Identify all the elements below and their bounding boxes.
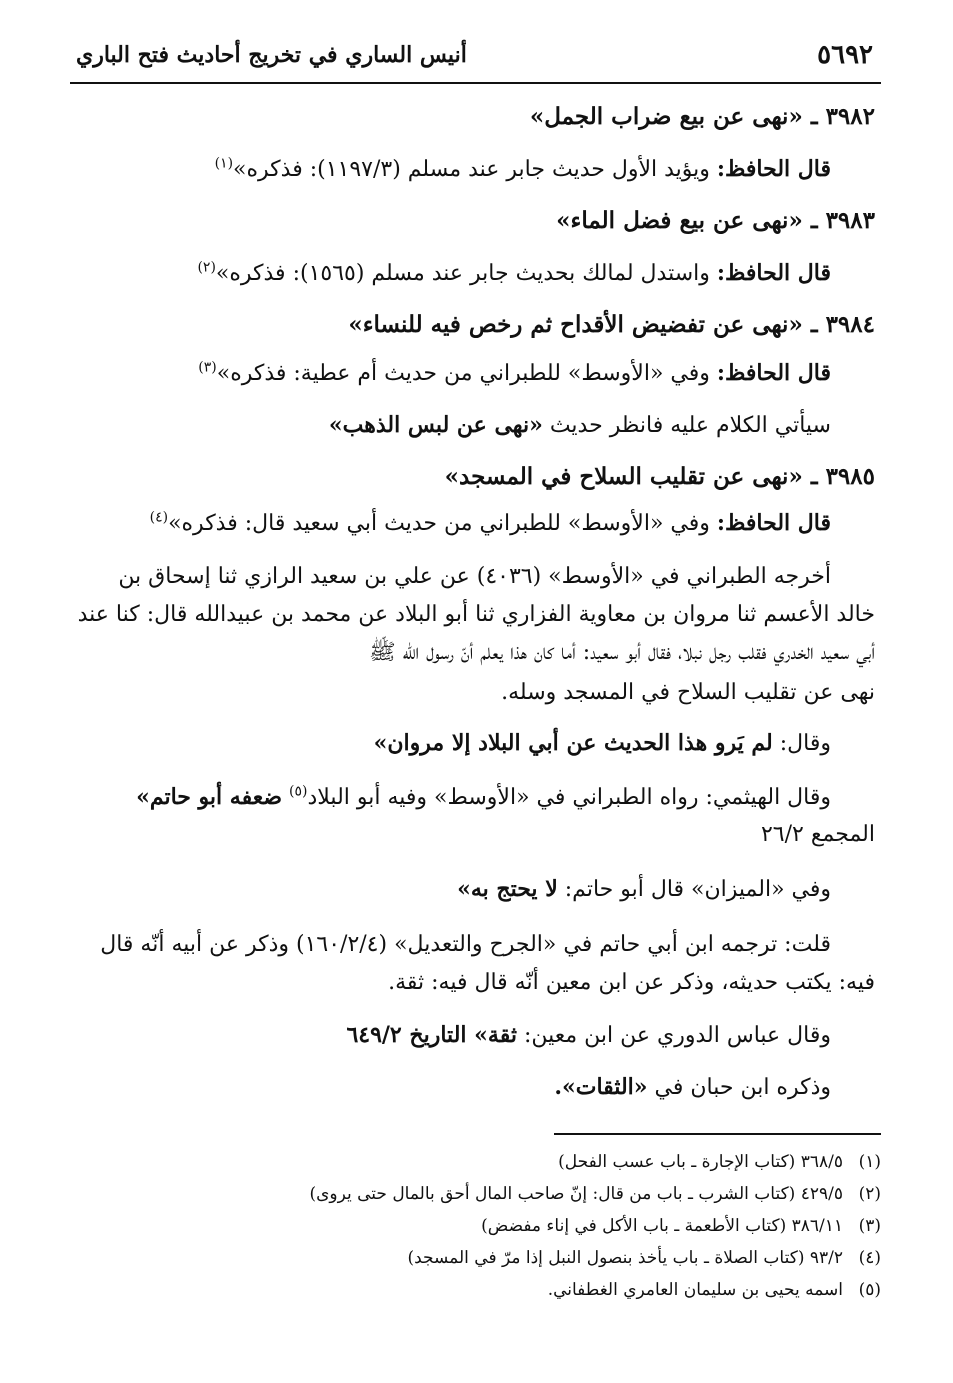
hafiz-label: قال الحافظ: — [716, 156, 831, 182]
book-title: أنيس الساري في تخريج أحاديث فتح الباري — [76, 42, 467, 68]
paragraph-7-lead: وذكره ابن حبان في — [654, 1075, 831, 1100]
note-text: سيأتي الكلام عليه فانظر حديث — [549, 413, 831, 438]
hadith-3984-heading — [78, 310, 875, 340]
paragraph-6 — [78, 1020, 831, 1051]
paragraph-2-quote: لم يَرو هذا الحديث عن أبي البلاد إلا مروان» — [373, 730, 773, 756]
footnote-number: (٤) — [858, 1248, 881, 1268]
page-number: ٥٦٩٢ — [817, 40, 873, 70]
footnote-text: ٣٨٦/١١ (كتاب الأطعمة ـ باب الأكل في إناء مفضض) — [481, 1216, 843, 1236]
footnote-ref[interactable]: (٥) — [289, 783, 308, 800]
page-header — [70, 34, 881, 84]
paragraph-3-line-2: المجمع ٢٦/٢ — [760, 822, 875, 847]
hafiz-label: قال الحافظ: — [716, 510, 831, 536]
footnote-4 — [120, 1246, 881, 1270]
paragraph-2 — [78, 728, 831, 759]
paragraph-3-quote: ضعفه أبو حاتم» — [136, 784, 283, 810]
hafiz-quote-3982 — [78, 154, 831, 185]
paragraph-5-line-2: فيه: يكتب حديثه، وذكر عن ابن معين أنّه قال فيه: ثقة. — [388, 970, 875, 995]
hadith-number: ٣٩٨٥ ـ — [810, 463, 875, 490]
hadith-text: «نهى عن تقليب السلاح في المسجد» — [444, 463, 803, 490]
paragraph-4-lead: وفي «الميزان» قال أبو حاتم: — [564, 877, 831, 902]
hadith-3985-heading — [78, 462, 875, 492]
footnote-ref[interactable]: (١) — [214, 155, 234, 172]
footnote-separator — [554, 1133, 881, 1135]
hadith-3982-heading — [78, 102, 875, 132]
hafiz-quote-3984 — [78, 358, 831, 389]
hafiz-text: وفي «الأوسط» للطبراني من حديث أبي سعيد قال: فذكره» — [168, 511, 710, 536]
footnote-text: ٩٣/٢ (كتاب الصلاة ـ باب يأخذ بنصول النبل إذا مرّ في المسجد) — [407, 1248, 843, 1268]
paragraph-5-line-1: قلت: ترجمه ابن أبي حاتم في «الجرح والتعديل» (١٦٠/٢/٤) وذكر عن أبيه أنّه قال — [100, 932, 831, 957]
footnote-ref[interactable]: (٢) — [197, 259, 216, 276]
paragraph-1-line-3: أبي سعيد الخدري فقلب رجل نبلا، فقال أبو سعيد: أما كان هذا يعلم أنّ رسول الله ﷺ — [369, 640, 875, 665]
hafiz-text: وفي «الأوسط» للطبراني من حديث أم عطية: فذكره» — [216, 361, 710, 386]
paragraph-1-line-2: خالد الأعسم ثنا مروان بن معاوية الفزاري ثنا أبو البلاد عن محمد بن عبيدالله قال: كنا عند — [77, 602, 875, 627]
hadith-text: «نهى عن تفضيض الأقداح ثم رخص فيه للنساء» — [348, 311, 803, 338]
paragraph-2-lead: وقال: — [779, 731, 831, 756]
paragraph-1-line-4: نهى عن تقليب السلاح في المسجد وسله. — [501, 680, 875, 705]
footnote-1 — [120, 1150, 881, 1174]
referenced-hadith: «نهى عن لبس الذهب» — [328, 412, 543, 438]
hafiz-label: قال الحافظ: — [716, 360, 831, 386]
paragraph-6-quote: ثقة» التاريخ ٦٤٩/٢ — [346, 1022, 517, 1048]
hadith-number: ٣٩٨٤ ـ — [810, 311, 875, 338]
hadith-number: ٣٩٨٢ ـ — [810, 103, 875, 130]
paragraph-6-lead: وقال عباس الدوري عن ابن معين: — [523, 1023, 831, 1048]
footnote-ref[interactable]: (٣) — [198, 359, 217, 376]
hafiz-quote-3985 — [78, 508, 831, 539]
paragraph-1-line-1: أخرجه الطبراني في «الأوسط» (٤٠٣٦) عن علي بن سعيد الرازي ثنا إسحاق بن — [118, 564, 831, 589]
hafiz-label: قال الحافظ: — [716, 260, 831, 286]
footnote-number: (٥) — [858, 1280, 881, 1300]
footnote-number: (٢) — [858, 1184, 881, 1204]
hadith-text: «نهى عن بيع فضل الماء» — [556, 207, 803, 234]
hafiz-quote-3983 — [78, 258, 831, 289]
hafiz-text: ويؤيد الأول حديث جابر عند مسلم (١١٩٧/٣): فذكره» — [233, 157, 710, 182]
footnote-ref[interactable]: (٤) — [149, 509, 169, 526]
hadith-3983-heading — [78, 206, 875, 236]
cross-reference-note — [78, 410, 831, 441]
footnote-text: ٣٦٨/٥ (كتاب الإجارة ـ باب عسب الفحل) — [558, 1152, 843, 1172]
paragraph-3-line-1 — [78, 782, 831, 813]
paragraph-7 — [78, 1072, 831, 1103]
paragraph-4-quote: لا يحتج به» — [457, 876, 558, 902]
footnote-text: ٤٢٩/٥ (كتاب الشرب ـ باب من قال: إنّ صاحب المال أحق بالمال حتى يروى) — [309, 1184, 843, 1204]
paragraph-7-quote: «الثقات». — [554, 1074, 648, 1100]
footnote-2 — [120, 1182, 881, 1206]
footnote-text: اسمه يحيى بن سليمان العامري الغطفاني. — [547, 1280, 843, 1300]
hadith-text: «نهى عن بيع ضراب الجمل» — [529, 103, 803, 130]
footnote-number: (٣) — [858, 1216, 881, 1236]
paragraph-3-text: وقال الهيثمي: رواه الطبراني في «الأوسط» وفيه أبو البلاد — [307, 785, 831, 810]
hafiz-text: واستدل لمالك بحديث جابر عند مسلم (١٥٦٥): فذكره» — [215, 261, 710, 286]
footnote-number: (١) — [858, 1152, 881, 1172]
paragraph-4 — [78, 874, 831, 905]
footnote-5 — [120, 1278, 881, 1302]
hadith-number: ٣٩٨٣ ـ — [810, 207, 875, 234]
footnote-3 — [120, 1214, 881, 1238]
